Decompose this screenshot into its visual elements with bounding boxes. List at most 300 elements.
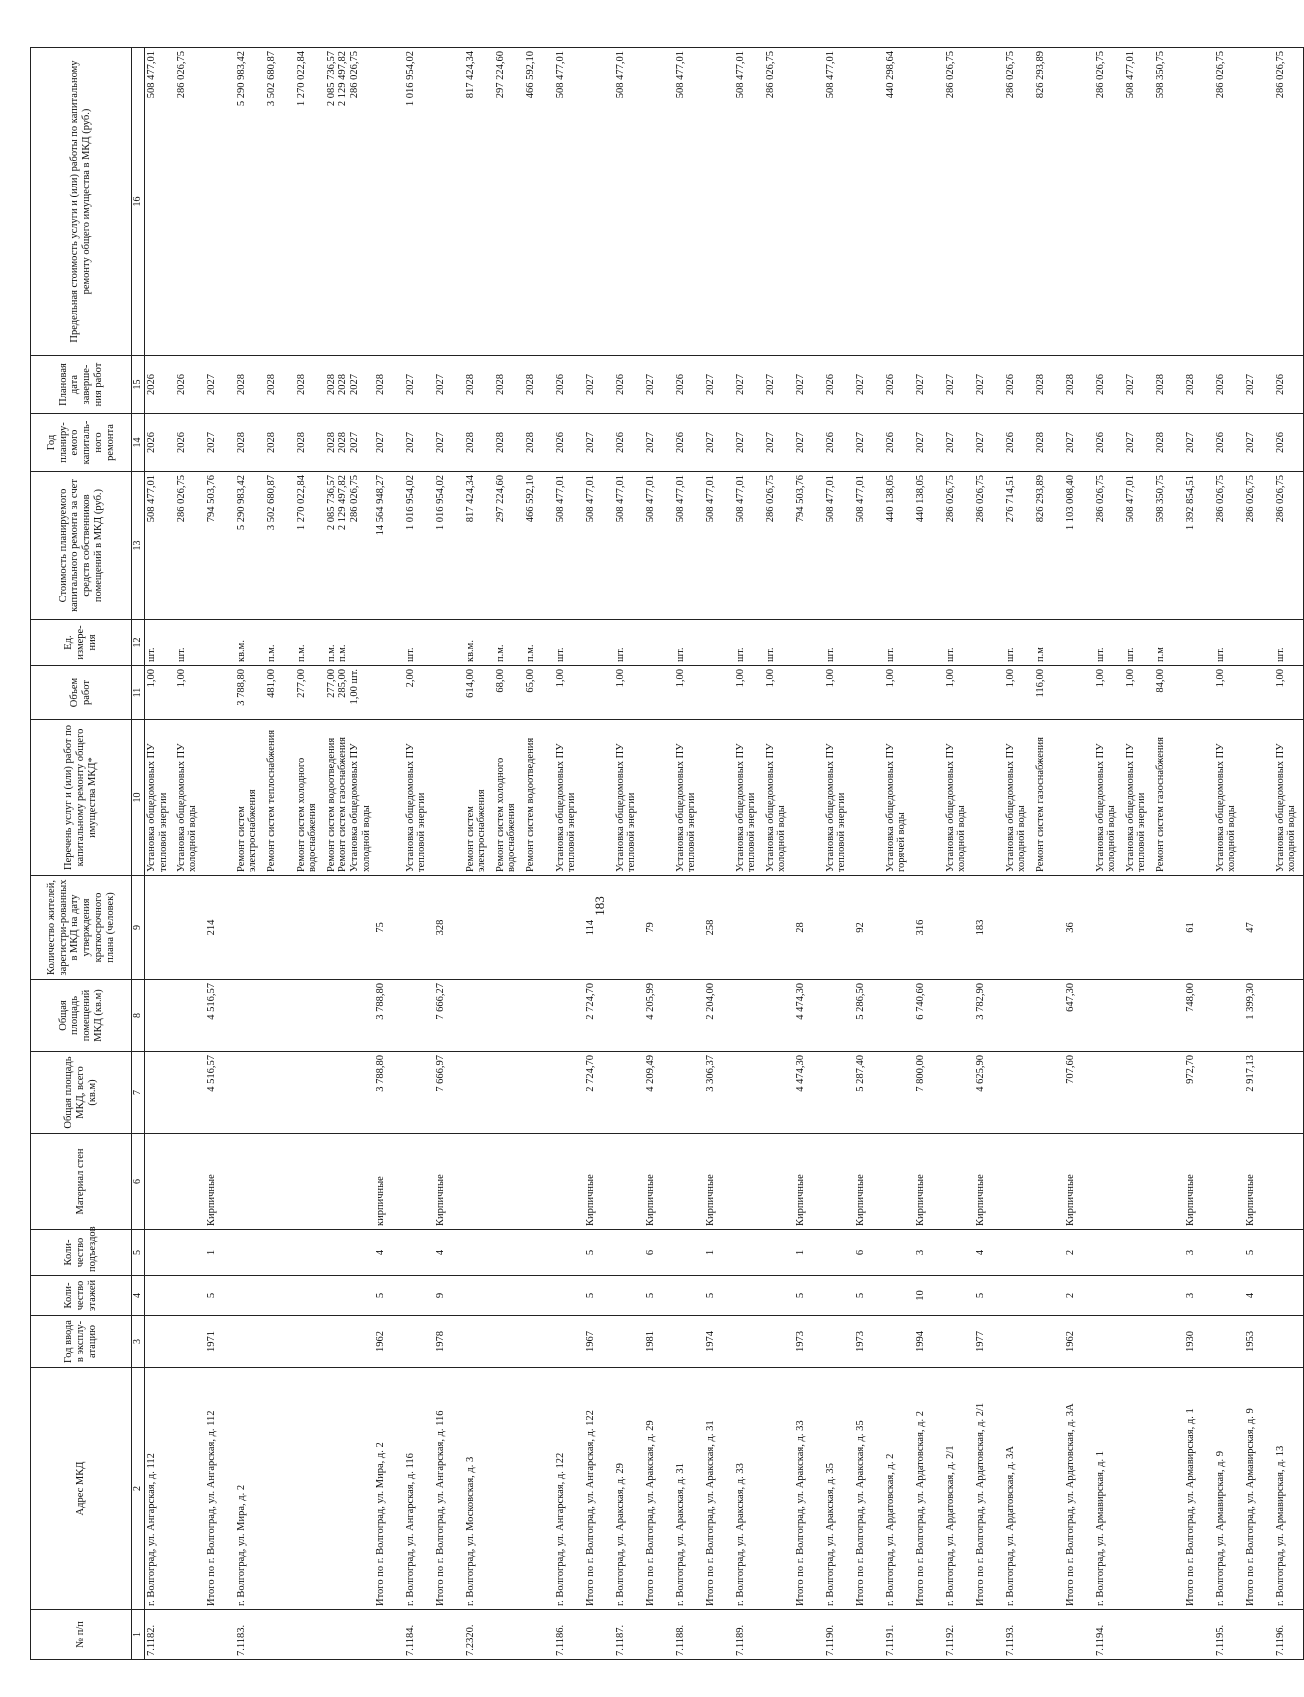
table-cell bbox=[1034, 1134, 1064, 1230]
cell-line: Итого по г. Волгоград, ул. Аракская, д. 29 bbox=[644, 1420, 656, 1606]
table-cell bbox=[914, 414, 944, 472]
table-cell bbox=[494, 980, 524, 1052]
table-cell bbox=[1154, 1230, 1184, 1276]
cell-line: 2027 bbox=[1244, 432, 1256, 453]
table-cell bbox=[1214, 1052, 1244, 1134]
table-cell bbox=[554, 356, 584, 414]
table-cell bbox=[1094, 356, 1124, 414]
table-row bbox=[614, 48, 644, 1660]
table-cell bbox=[235, 1610, 265, 1660]
table-cell bbox=[704, 1276, 734, 1316]
table-cell bbox=[1034, 620, 1064, 666]
cell-line: 5 bbox=[584, 1249, 596, 1256]
table-cell bbox=[1154, 720, 1184, 876]
cell-line: Итого по г. Волгоград, ул. Аракская, д. 33 bbox=[794, 1420, 806, 1606]
capital-repair-table bbox=[30, 47, 1304, 1660]
cell-line: 2 917,13 bbox=[1244, 1055, 1256, 1092]
table-cell bbox=[145, 1610, 175, 1660]
table-cell bbox=[404, 472, 434, 620]
cell-line: Установка общедомовых ПУ холодной воды bbox=[1004, 743, 1028, 872]
cell-line: 2028 bbox=[524, 432, 536, 453]
cell-line: 1,00 bbox=[734, 669, 746, 688]
table-cell bbox=[554, 980, 584, 1052]
cell-line: 2026 bbox=[614, 374, 626, 395]
cell-line: шт. bbox=[1124, 647, 1136, 662]
column-number: 12 bbox=[132, 620, 145, 666]
table-cell bbox=[265, 1276, 295, 1316]
table-cell bbox=[145, 720, 175, 876]
cell-line: 2026 bbox=[175, 432, 187, 453]
cell-line: 508 477,01 bbox=[734, 475, 746, 523]
cell-line: шт. bbox=[734, 647, 746, 662]
table-cell bbox=[494, 1134, 524, 1230]
table-cell bbox=[1034, 472, 1064, 620]
cell-line: 7.1183. bbox=[235, 1624, 247, 1656]
table-cell bbox=[524, 876, 554, 980]
column-header: Объем работ bbox=[31, 666, 132, 720]
table-cell bbox=[175, 1316, 205, 1368]
cell-line: Итого по г. Волгоград, ул. Ардатовская, д. 2 bbox=[914, 1410, 926, 1606]
table-cell bbox=[974, 1316, 1004, 1368]
table-cell bbox=[914, 472, 944, 620]
cell-line: 817 424,34 bbox=[464, 475, 476, 523]
table-cell bbox=[1274, 620, 1304, 666]
table-cell bbox=[554, 1134, 584, 1230]
table-cell bbox=[434, 1368, 464, 1610]
table-cell bbox=[1124, 1134, 1154, 1230]
table-cell bbox=[944, 1368, 974, 1610]
cell-line: 5 bbox=[794, 1292, 806, 1299]
table-cell bbox=[464, 1610, 494, 1660]
cell-line: 707,60 bbox=[1064, 1055, 1076, 1084]
table-cell bbox=[235, 980, 265, 1052]
cell-line: 2028 bbox=[524, 374, 536, 395]
table-cell bbox=[1064, 472, 1094, 620]
cell-line: 4 516,57 bbox=[205, 1055, 217, 1092]
table-cell bbox=[554, 1610, 584, 1660]
cell-line: 2026 bbox=[175, 374, 187, 395]
cell-line: 2026 bbox=[1274, 374, 1286, 395]
table-cell bbox=[464, 876, 494, 980]
table-cell bbox=[175, 620, 205, 666]
table-cell bbox=[434, 48, 464, 356]
cell-line: 2028 bbox=[235, 374, 247, 395]
table-cell bbox=[1274, 666, 1304, 720]
table-cell bbox=[1274, 1052, 1304, 1134]
cell-line: Установка общедомовых ПУ тепловой энергии bbox=[404, 743, 428, 872]
table-cell bbox=[854, 876, 884, 980]
table-cell bbox=[1034, 1276, 1064, 1316]
table-cell bbox=[794, 1316, 824, 1368]
cell-line: 508 477,01 bbox=[614, 475, 626, 523]
table-cell bbox=[764, 472, 794, 620]
table-cell bbox=[1004, 876, 1034, 980]
table-cell bbox=[794, 1368, 824, 1610]
table-row bbox=[914, 48, 944, 1660]
cell-line: п.м. bbox=[494, 644, 506, 662]
cell-line: шт. bbox=[146, 647, 157, 662]
cell-line: 2027 bbox=[349, 374, 360, 395]
cell-line: Кирпичные bbox=[434, 1174, 446, 1226]
cell-line: 116,00 bbox=[1034, 669, 1046, 698]
table-cell bbox=[265, 1610, 295, 1660]
table-cell bbox=[824, 1230, 854, 1276]
table-cell bbox=[974, 1230, 1004, 1276]
table-cell bbox=[145, 472, 175, 620]
cell-line: Установка общедомовых ПУ тепловой энергии bbox=[734, 743, 758, 872]
table-cell bbox=[974, 720, 1004, 876]
table-cell bbox=[704, 1316, 734, 1368]
cell-line: п.м bbox=[1154, 647, 1166, 662]
cell-line: 508 477,01 bbox=[1124, 51, 1136, 99]
table-cell bbox=[325, 414, 374, 472]
table-cell bbox=[524, 48, 554, 356]
table-cell bbox=[554, 472, 584, 620]
cell-line: 1,00 bbox=[1004, 669, 1016, 688]
table-cell bbox=[644, 1134, 674, 1230]
table-cell bbox=[614, 620, 644, 666]
table-cell bbox=[1244, 1610, 1274, 1660]
cell-line: 6 bbox=[854, 1249, 866, 1256]
table-cell bbox=[794, 1052, 824, 1134]
cell-line: 1981 bbox=[644, 1331, 656, 1352]
cell-line: г. Волгоград, ул. Ангарская, д. 122 bbox=[554, 1452, 566, 1606]
cell-line: 2027 bbox=[374, 432, 386, 453]
table-cell bbox=[884, 1316, 914, 1368]
cell-line: 7.1188. bbox=[674, 1624, 686, 1656]
cell-line: 794 503,76 bbox=[205, 475, 217, 523]
table-cell bbox=[914, 1134, 944, 1230]
table-cell bbox=[434, 980, 464, 1052]
table-cell bbox=[295, 1610, 325, 1660]
table-cell bbox=[1034, 876, 1064, 980]
cell-line: 2027 bbox=[349, 432, 360, 453]
table-cell bbox=[374, 876, 404, 980]
cell-line: 68,00 bbox=[494, 669, 506, 693]
table-cell bbox=[524, 414, 554, 472]
cell-line: 5 bbox=[974, 1292, 986, 1299]
table-cell bbox=[1004, 1368, 1034, 1610]
table-cell bbox=[1184, 720, 1214, 876]
table-cell bbox=[1034, 1316, 1064, 1368]
table-cell bbox=[404, 1368, 434, 1610]
table-cell bbox=[1064, 356, 1094, 414]
cell-line: 2027 bbox=[584, 374, 596, 395]
cell-line: 2026 bbox=[554, 432, 566, 453]
table-row bbox=[404, 48, 434, 1660]
cell-line: 286 026,75 bbox=[764, 475, 776, 523]
table-cell bbox=[674, 1134, 704, 1230]
table-cell bbox=[704, 1610, 734, 1660]
table-cell bbox=[265, 876, 295, 980]
table-cell bbox=[914, 48, 944, 356]
cell-line: кирпичные bbox=[374, 1176, 386, 1226]
cell-line: шт. bbox=[1004, 647, 1016, 662]
cell-line: 2 129 497,82 bbox=[337, 51, 349, 107]
cell-line: 2027 bbox=[704, 374, 716, 395]
cell-line: Кирпичные bbox=[854, 1174, 866, 1226]
table-cell bbox=[1244, 414, 1274, 472]
table-cell bbox=[974, 1052, 1004, 1134]
cell-line: 36 bbox=[1064, 922, 1076, 933]
table-cell bbox=[1094, 472, 1124, 620]
cell-line: 2028 bbox=[265, 374, 277, 395]
cell-line: 2027 bbox=[854, 374, 866, 395]
table-cell bbox=[644, 1230, 674, 1276]
table-cell bbox=[295, 1276, 325, 1316]
table-cell bbox=[374, 720, 404, 876]
table-cell bbox=[494, 876, 524, 980]
table-cell bbox=[674, 472, 704, 620]
table-cell bbox=[1274, 876, 1304, 980]
column-number: 16 bbox=[132, 48, 145, 356]
cell-line: Установка общедомовых ПУ тепловой энергии bbox=[146, 743, 169, 872]
table-cell bbox=[1154, 876, 1184, 980]
table-cell bbox=[614, 48, 644, 356]
cell-line: 328 bbox=[434, 919, 446, 936]
cell-line: г. Волгоград, ул. Ардатовская, д. 3А bbox=[1004, 1446, 1016, 1606]
table-cell bbox=[464, 1230, 494, 1276]
cell-line: 75 bbox=[374, 922, 386, 933]
table-cell bbox=[175, 666, 205, 720]
cell-line: 4 bbox=[1244, 1292, 1256, 1299]
table-cell bbox=[734, 356, 764, 414]
table-cell bbox=[175, 472, 205, 620]
table-cell bbox=[674, 1052, 704, 1134]
table-cell bbox=[854, 1610, 884, 1660]
table-cell bbox=[404, 720, 434, 876]
table-cell bbox=[265, 1134, 295, 1230]
cell-line: 1 bbox=[205, 1249, 217, 1256]
cell-line: 285,00 bbox=[337, 669, 349, 698]
table-cell bbox=[974, 876, 1004, 980]
table-cell bbox=[265, 1052, 295, 1134]
cell-line: 7 800,00 bbox=[914, 1055, 926, 1092]
table-cell bbox=[235, 620, 265, 666]
table-cell bbox=[1124, 720, 1154, 876]
table-cell bbox=[794, 1134, 824, 1230]
cell-line: 972,70 bbox=[1184, 1055, 1196, 1084]
cell-line: Установка общедомовых ПУ холодной воды bbox=[764, 743, 788, 872]
table-cell bbox=[295, 414, 325, 472]
cell-line: 7.1186. bbox=[554, 1624, 566, 1656]
table-cell bbox=[944, 414, 974, 472]
table-cell bbox=[205, 48, 235, 356]
cell-line: 2027 bbox=[734, 374, 746, 395]
table-cell bbox=[325, 720, 374, 876]
cell-line: Итого по г. Волгоград, ул. Аракская, д. 35 bbox=[854, 1420, 866, 1606]
table-cell bbox=[794, 876, 824, 980]
table-cell bbox=[1124, 1368, 1154, 1610]
table-cell bbox=[944, 1610, 974, 1660]
table-cell bbox=[734, 472, 764, 620]
table-cell bbox=[374, 1610, 404, 1660]
cell-line: 2026 bbox=[146, 432, 157, 453]
cell-line: Итого по г. Волгоград, ул. Армавирская, д. 9 bbox=[1244, 1408, 1256, 1606]
table-cell bbox=[1214, 1230, 1244, 1276]
table-cell bbox=[295, 1230, 325, 1276]
table-cell bbox=[614, 1134, 644, 1230]
cell-line: 286 026,75 bbox=[1094, 51, 1106, 99]
table-cell bbox=[1244, 1316, 1274, 1368]
table-cell bbox=[494, 1316, 524, 1368]
table-cell bbox=[1244, 1276, 1274, 1316]
table-cell bbox=[614, 1052, 644, 1134]
cell-line: 2 129 497,82 bbox=[337, 475, 349, 531]
cell-line: 826 293,89 bbox=[1034, 51, 1046, 99]
table-body bbox=[145, 48, 1304, 1660]
table-cell bbox=[584, 1134, 614, 1230]
table-row bbox=[1124, 48, 1154, 1660]
table-cell bbox=[404, 1610, 434, 1660]
cell-line: п.м. bbox=[325, 644, 337, 662]
table-row bbox=[1034, 48, 1064, 1660]
table-cell bbox=[1004, 1610, 1034, 1660]
table-cell bbox=[1064, 666, 1094, 720]
table-cell bbox=[1034, 356, 1064, 414]
table-cell bbox=[974, 1368, 1004, 1610]
cell-line: 1,00 bbox=[614, 669, 626, 688]
table-cell bbox=[554, 720, 584, 876]
table-cell bbox=[404, 1316, 434, 1368]
table-cell bbox=[1274, 414, 1304, 472]
rotated-table-container bbox=[30, 48, 1298, 1660]
table-cell bbox=[884, 980, 914, 1052]
table-cell bbox=[824, 48, 854, 356]
table-cell bbox=[1034, 980, 1064, 1052]
cell-line: 277,00 bbox=[295, 669, 307, 698]
column-header: Общая площадь МКД, всего (кв.м) bbox=[31, 1052, 132, 1134]
table-cell bbox=[1034, 1610, 1064, 1660]
cell-line: 508 477,01 bbox=[554, 51, 566, 99]
cell-line: 5 290 983,42 bbox=[235, 475, 247, 531]
table-cell bbox=[494, 720, 524, 876]
column-header: Ед. измере-ния bbox=[31, 620, 132, 666]
table-cell bbox=[884, 620, 914, 666]
cell-line: 5 bbox=[374, 1292, 386, 1299]
table-cell bbox=[674, 414, 704, 472]
table-cell bbox=[614, 1610, 644, 1660]
cell-line: 1953 bbox=[1244, 1331, 1256, 1352]
table-cell bbox=[974, 356, 1004, 414]
table-cell bbox=[265, 1368, 295, 1610]
column-header: Год планиру-емого капиталь-ного ремонта bbox=[31, 414, 132, 472]
table-cell bbox=[794, 356, 824, 414]
cell-line: 2026 bbox=[1004, 432, 1016, 453]
table-cell bbox=[1064, 414, 1094, 472]
cell-line: 286 026,75 bbox=[1274, 51, 1286, 99]
table-cell bbox=[1124, 1276, 1154, 1316]
cell-line: 2027 bbox=[974, 432, 986, 453]
table-cell bbox=[205, 1276, 235, 1316]
cell-line: 598 350,75 bbox=[1154, 475, 1166, 523]
table-cell bbox=[205, 1134, 235, 1230]
table-cell bbox=[614, 720, 644, 876]
cell-line: 2027 bbox=[764, 432, 776, 453]
table-cell bbox=[734, 980, 764, 1052]
table-cell bbox=[265, 980, 295, 1052]
cell-line: 508 477,01 bbox=[734, 51, 746, 99]
table-cell bbox=[1094, 666, 1124, 720]
cell-line: 2028 bbox=[1034, 432, 1046, 453]
cell-line: 2028 bbox=[337, 432, 349, 453]
table-row bbox=[1064, 48, 1094, 1660]
table-cell bbox=[734, 1368, 764, 1610]
table-cell bbox=[464, 48, 494, 356]
cell-line: 508 477,01 bbox=[614, 51, 626, 99]
cell-line: 2028 bbox=[325, 374, 337, 395]
table-cell bbox=[1154, 980, 1184, 1052]
table-cell bbox=[1154, 356, 1184, 414]
table-cell bbox=[175, 876, 205, 980]
table-row bbox=[524, 48, 554, 1660]
cell-line: 2027 bbox=[404, 432, 416, 453]
cell-line: Итого по г. Волгоград, ул. Ангарская, д. 122 bbox=[584, 1410, 596, 1606]
cell-line: 1978 bbox=[434, 1331, 446, 1352]
cell-line: 2 bbox=[1064, 1249, 1076, 1256]
table-row bbox=[494, 48, 524, 1660]
table-cell bbox=[1184, 356, 1214, 414]
column-header: Стоимость планируемого капитального ремонта за счет средств собственников помещений в МКД (руб.) bbox=[31, 472, 132, 620]
table-cell bbox=[734, 720, 764, 876]
cell-line: 79 bbox=[644, 922, 656, 933]
cell-line: 2,00 bbox=[404, 669, 416, 688]
column-number: 15 bbox=[132, 356, 145, 414]
table-cell bbox=[614, 356, 644, 414]
cell-line: г. Волгоград, ул. Армавирская, д. 1 bbox=[1094, 1450, 1106, 1606]
cell-line: 508 477,01 bbox=[584, 475, 596, 523]
table-row bbox=[1004, 48, 1034, 1660]
table-cell bbox=[674, 1230, 704, 1276]
table-cell bbox=[914, 356, 944, 414]
table-cell bbox=[974, 1276, 1004, 1316]
cell-line: 3 502 680,87 bbox=[265, 475, 277, 531]
table-cell bbox=[265, 472, 295, 620]
table-cell bbox=[265, 48, 295, 356]
column-header: Коли-чество подъездов bbox=[31, 1230, 132, 1276]
cell-line: 5 bbox=[854, 1292, 866, 1299]
table-cell bbox=[145, 414, 175, 472]
table-cell bbox=[404, 1276, 434, 1316]
table-cell bbox=[794, 1230, 824, 1276]
table-cell bbox=[884, 876, 914, 980]
cell-line: кв.м. bbox=[235, 640, 247, 662]
cell-line: 2026 bbox=[674, 432, 686, 453]
table-cell bbox=[205, 980, 235, 1052]
table-cell bbox=[1064, 1316, 1094, 1368]
table-cell bbox=[325, 48, 374, 356]
table-cell bbox=[584, 876, 614, 980]
table-cell bbox=[1124, 472, 1154, 620]
table-cell bbox=[205, 1610, 235, 1660]
table-cell bbox=[1064, 1368, 1094, 1610]
cell-line: 2 bbox=[1064, 1292, 1076, 1299]
table-cell bbox=[145, 1316, 175, 1368]
cell-line: 7.1187. bbox=[614, 1624, 626, 1656]
table-cell bbox=[235, 48, 265, 356]
cell-line: 7.1189. bbox=[734, 1624, 746, 1656]
table-cell bbox=[1274, 720, 1304, 876]
cell-line: 286 026,75 bbox=[175, 475, 187, 523]
cell-line: 2 085 736,57 bbox=[325, 51, 337, 107]
cell-line: Ремонт систем водоотведения bbox=[325, 737, 337, 872]
cell-line: 508 477,01 bbox=[146, 51, 157, 99]
cell-line: 508 477,01 bbox=[854, 475, 866, 523]
cell-line: 1977 bbox=[974, 1331, 986, 1352]
table-cell bbox=[824, 414, 854, 472]
cell-line: шт. bbox=[884, 647, 896, 662]
cell-line: 1973 bbox=[854, 1331, 866, 1352]
